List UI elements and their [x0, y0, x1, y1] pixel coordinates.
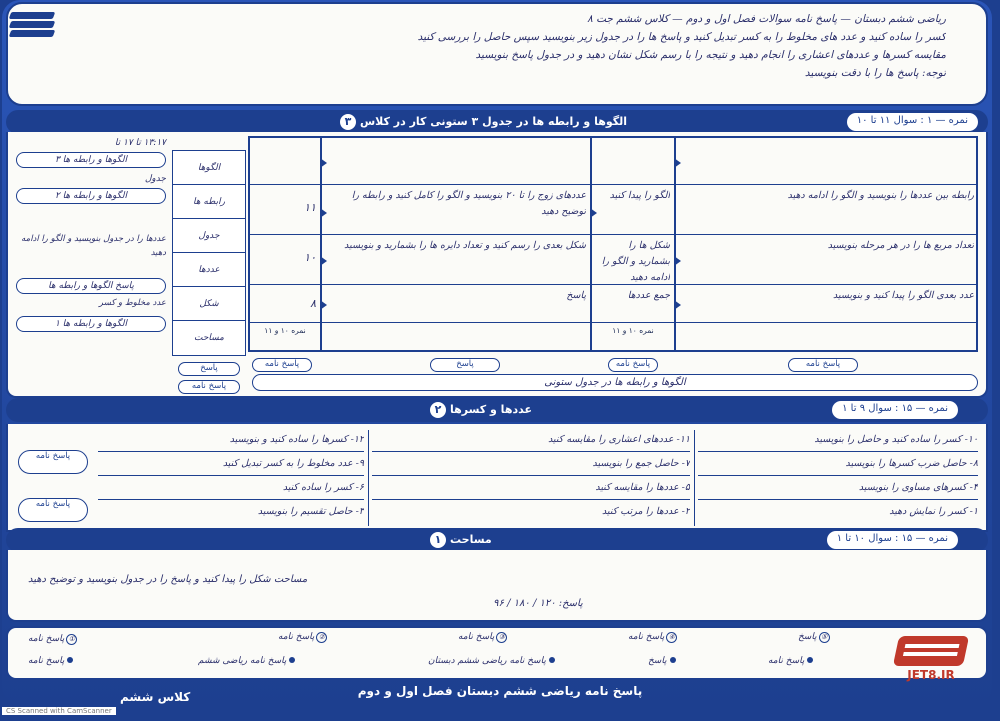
section-1-title: الگوها و رابطه ها در جدول ۳ ستونی کار در کلاس۳: [336, 114, 627, 130]
col-badge-4: پاسخ نامه: [788, 358, 858, 372]
col-badge-1: پاسخ نامه: [252, 358, 312, 372]
left-time-note: ۱۳:۱۷ تا ۱۷ تا: [114, 138, 166, 148]
q-cell: ۸- حاصل ضرب کسرها را بنویسید: [698, 454, 978, 476]
note-line-1: ریاضی ششم دبستان — پاسخ نامه سوالات فصل اول و دوم — کلاس ششم جت ۸: [587, 13, 946, 25]
footer-row2-5: پاسخ نامه: [768, 656, 816, 666]
arrow-icon: [320, 158, 327, 168]
section-3-panel: [6, 550, 988, 622]
bottom-title: پاسخ نامه ریاضی ششم دبستان فصل اول و دوم: [357, 684, 643, 698]
side-badge-2: پاسخ نامه: [178, 380, 240, 394]
col-note: نمره ۱۰ و ۱۱: [612, 326, 654, 335]
grid-divider: [368, 430, 369, 526]
section-3-line-1: مساحت شکل را پیدا کنید و پاسخ را در جدول بنویسید و توضیح دهید: [28, 574, 308, 585]
row-2-col-a: شکل بعدی را رسم کنید و تعداد دایره ها را بشمارید و بنویسید: [344, 240, 586, 251]
scanner-watermark: CS Scanned with CamScanner: [2, 707, 116, 715]
section-2-grid: [98, 430, 978, 526]
footer-choice-2: ②پاسخ نامه: [278, 632, 329, 643]
footer-choice-5: ⑤پاسخ: [798, 632, 832, 643]
side-cell-1: الگوها: [173, 151, 245, 185]
q-cell: ۱- کسر را نمایش دهید: [889, 506, 978, 517]
footer-row2-4: پاسخ: [648, 656, 679, 666]
row-3-col-c: عدد بعدی الگو را پیدا کنید و بنویسید: [833, 290, 974, 301]
left-label-table: جدول: [144, 174, 166, 184]
side-cell-2: رابطه ها: [173, 185, 245, 219]
section-3-score-pill: نمره — ۱۵ : سوال ۱۰ تا ۱: [827, 531, 958, 549]
section-2-score-pill: نمره — ۱۵ : سوال ۹ تا ۱: [832, 401, 958, 419]
q-cell: ۲- عددها را مرتب کنید: [602, 506, 690, 517]
form-logo-icon: [10, 10, 54, 40]
section-2-badge-2: پاسخ نامه: [18, 498, 88, 522]
bottom-left-label: کلاس ششم: [120, 690, 191, 704]
footer-choice-1: ①پاسخ نامه: [28, 634, 79, 645]
row-number: ۱۰: [304, 251, 316, 264]
footer-choice-4: ④پاسخ نامه: [628, 632, 679, 643]
arrow-icon: [674, 256, 681, 266]
section-3-title: مساحت۱: [426, 532, 492, 548]
row-number: ۸: [310, 297, 316, 310]
q-cell: ۷- حاصل جمع را بنویسید: [372, 454, 690, 476]
top-notes-panel: [6, 2, 988, 106]
row-3-col-b: جمع عددها: [627, 290, 670, 301]
arrow-icon: [320, 208, 327, 218]
left-oval-3: پاسخ الگوها و رابطه ها: [16, 278, 166, 294]
note-line-2: کسر را ساده کنید و عدد های مخلوط را به کسر تبدیل کنید و پاسخ ها را در جدول زیر بنویسید سپس حاصل را بررسی کنید: [417, 31, 946, 43]
q-cell: ۶- کسر را ساده کنید: [98, 478, 364, 500]
section-1-table: [248, 136, 978, 352]
arrow-icon: [674, 300, 681, 310]
col-badge-2: پاسخ: [430, 358, 500, 372]
q-cell: ۴- کسرهای مساوی را بنویسید: [698, 478, 978, 500]
footer-row2-2: پاسخ نامه ریاضی ششم: [198, 656, 298, 666]
brand-text: JET8.IR: [907, 668, 955, 682]
q-cell: ۹- عدد مخلوط را به کسر تبدیل کنید: [98, 454, 364, 476]
section-1-strip: الگوها و رابطه ها در جدول ستونی: [252, 374, 978, 391]
col-note: نمره ۱۰ و ۱۱: [264, 326, 306, 335]
table-col-divider: [590, 138, 592, 350]
q-cell: ۱۰- کسر را ساده کنید و حاصل را بنویسید: [698, 430, 978, 452]
left-instructions: عددها را در جدول بنویسید و الگو را ادامه دهید: [21, 234, 166, 258]
footer-row2-3: پاسخ نامه ریاضی ششم دبستان: [428, 656, 558, 666]
section-1-panel: [6, 132, 988, 398]
col-badge-3: پاسخ نامه: [608, 358, 658, 372]
footer-panel: [6, 626, 988, 680]
arrow-icon: [320, 300, 327, 310]
table-row-divider: [250, 234, 976, 235]
brand-logo: [888, 636, 974, 686]
note-line-3: مقایسه کسرها و عددهای اعشاری را انجام دهید و نتیجه را با رسم شکل نشان دهید و در جدول پاسخ بنویسید: [475, 49, 946, 61]
row-number: ۱۱: [304, 201, 316, 214]
side-box: [172, 150, 246, 356]
side-cell-5: شکل: [173, 287, 245, 321]
arrow-icon: [320, 256, 327, 266]
section-3-header: [6, 528, 988, 552]
section-2-panel: [6, 424, 988, 532]
side-cell-3: جدول: [173, 219, 245, 253]
table-col-divider: [320, 138, 322, 350]
table-row-divider: [250, 284, 976, 285]
side-badge-1: پاسخ: [178, 362, 240, 376]
row-2-col-b: شکل ها را بشمارید و الگو را ادامه دهید: [601, 240, 670, 282]
left-oval-2: الگوها و رابطه ها ۲: [16, 188, 166, 204]
q-cell: ۵- عددها را مقایسه کنید: [372, 478, 690, 500]
section-1-score-pill: نمره — ۱ : سوال ۱۱ تا ۱۰: [847, 113, 978, 131]
section-2-badge-1: پاسخ نامه: [18, 450, 88, 474]
footer-choice-3: ③پاسخ نامه: [458, 632, 509, 643]
q-cell: ۱۱- عددهای اعشاری را مقایسه کنید: [372, 430, 690, 452]
left-oval-1: الگوها و رابطه ها ۳: [16, 152, 166, 168]
left-oval-4: الگوها و رابطه ها ۱: [16, 316, 166, 332]
grid-divider: [694, 430, 695, 526]
section-2-header: [6, 398, 988, 422]
arrow-icon: [674, 158, 681, 168]
row-1-col-a: عددهای زوج را تا ۲۰ بنویسید و الگو را کامل کنید و رابطه را توضیح دهید: [351, 190, 586, 217]
note-line-4: توجه: پاسخ ها را با دقت بنویسید: [804, 67, 946, 79]
side-cell-6: مساحت: [194, 333, 224, 343]
row-1-col-b: الگو را پیدا کنید: [609, 190, 670, 201]
brand-mark-icon: [893, 636, 969, 666]
table-row-divider: [250, 322, 976, 323]
q-cell: ۱۲- کسرها را ساده کنید و بنویسید: [98, 430, 364, 452]
side-cell-4: عددها: [173, 253, 245, 287]
row-2-col-c: تعداد مربع ها را در هر مرحله بنویسید: [827, 240, 974, 251]
table-row-divider: [250, 184, 976, 185]
q-cell: ۳- حاصل تقسیم را بنویسید: [257, 506, 364, 517]
footer-row2-1: پاسخ نامه: [28, 656, 76, 666]
row-1-col-c: رابطه بین عددها را بنویسید و الگو را ادامه دهید: [787, 190, 974, 201]
table-col-divider: [674, 138, 676, 350]
section-1-header: [6, 110, 988, 134]
row-3-col-a: پاسخ: [566, 290, 586, 301]
section-1-left-column: [16, 138, 166, 336]
section-2-title: عددها و کسرها۲: [426, 402, 532, 418]
left-label-mixed: عدد مخلوط و کسر: [99, 298, 166, 308]
section-3-line-2: پاسخ: ۱۲۰ / ۱۸۰ / ۹۶: [493, 598, 583, 609]
